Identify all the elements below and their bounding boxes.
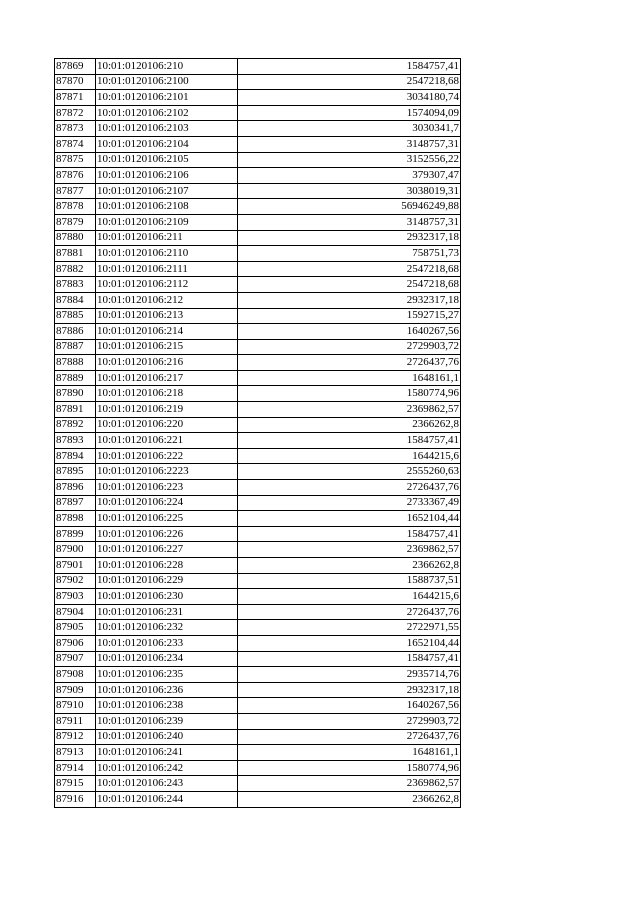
cadastral-number-cell: 10:01:0120106:226 bbox=[96, 526, 238, 542]
cadastral-number-cell: 10:01:0120106:2112 bbox=[96, 277, 238, 293]
value-cell: 1584757,41 bbox=[238, 651, 461, 667]
value-cell: 2722971,55 bbox=[238, 620, 461, 636]
value-cell: 1644215,6 bbox=[238, 448, 461, 464]
row-number-cell: 87896 bbox=[55, 480, 96, 496]
table-row bbox=[55, 105, 461, 121]
value-cell: 1648161,1 bbox=[238, 370, 461, 386]
value-cell: 1574094,09 bbox=[238, 105, 461, 121]
cadastral-number-cell: 10:01:0120106:223 bbox=[96, 480, 238, 496]
value-cell: 2726437,76 bbox=[238, 355, 461, 371]
cadastral-number-cell: 10:01:0120106:211 bbox=[96, 230, 238, 246]
row-number-cell: 87909 bbox=[55, 682, 96, 698]
cadastral-number-cell: 10:01:0120106:216 bbox=[96, 355, 238, 371]
row-number-cell: 87873 bbox=[55, 121, 96, 137]
table-row bbox=[55, 542, 461, 558]
row-number-cell: 87894 bbox=[55, 448, 96, 464]
row-number-cell: 87895 bbox=[55, 464, 96, 480]
table-row bbox=[55, 370, 461, 386]
table-row bbox=[55, 168, 461, 184]
table-row bbox=[55, 448, 461, 464]
value-cell: 2369862,57 bbox=[238, 542, 461, 558]
row-number-cell: 87887 bbox=[55, 339, 96, 355]
row-number-cell: 87902 bbox=[55, 573, 96, 589]
value-cell: 1652104,44 bbox=[238, 635, 461, 651]
value-cell: 2366262,8 bbox=[238, 558, 461, 574]
data-table bbox=[54, 58, 461, 808]
value-cell: 3148757,31 bbox=[238, 136, 461, 152]
value-cell: 2729903,72 bbox=[238, 713, 461, 729]
value-cell: 2547218,68 bbox=[238, 74, 461, 90]
value-cell: 1584757,41 bbox=[238, 526, 461, 542]
cadastral-number-cell: 10:01:0120106:2105 bbox=[96, 152, 238, 168]
row-number-cell: 87870 bbox=[55, 74, 96, 90]
table-row bbox=[55, 308, 461, 324]
cadastral-number-cell: 10:01:0120106:2107 bbox=[96, 183, 238, 199]
table-row bbox=[55, 729, 461, 745]
row-number-cell: 87912 bbox=[55, 729, 96, 745]
table-row bbox=[55, 152, 461, 168]
row-number-cell: 87916 bbox=[55, 791, 96, 807]
value-cell: 1580774,96 bbox=[238, 760, 461, 776]
cadastral-number-cell: 10:01:0120106:229 bbox=[96, 573, 238, 589]
table-row bbox=[55, 682, 461, 698]
cadastral-number-cell: 10:01:0120106:235 bbox=[96, 667, 238, 683]
cadastral-number-cell: 10:01:0120106:222 bbox=[96, 448, 238, 464]
value-cell: 1584757,41 bbox=[238, 433, 461, 449]
table-row bbox=[55, 604, 461, 620]
table-row bbox=[55, 324, 461, 340]
value-cell: 2733367,49 bbox=[238, 495, 461, 511]
row-number-cell: 87915 bbox=[55, 776, 96, 792]
table-row bbox=[55, 635, 461, 651]
cadastral-number-cell: 10:01:0120106:239 bbox=[96, 713, 238, 729]
value-cell: 2366262,8 bbox=[238, 791, 461, 807]
table-row bbox=[55, 261, 461, 277]
row-number-cell: 87914 bbox=[55, 760, 96, 776]
cadastral-number-cell: 10:01:0120106:221 bbox=[96, 433, 238, 449]
row-number-cell: 87888 bbox=[55, 355, 96, 371]
row-number-cell: 87907 bbox=[55, 651, 96, 667]
cadastral-number-cell: 10:01:0120106:2109 bbox=[96, 214, 238, 230]
row-number-cell: 87872 bbox=[55, 105, 96, 121]
cadastral-number-cell: 10:01:0120106:236 bbox=[96, 682, 238, 698]
value-cell: 1640267,56 bbox=[238, 324, 461, 340]
table-row bbox=[55, 230, 461, 246]
cadastral-number-cell: 10:01:0120106:217 bbox=[96, 370, 238, 386]
value-cell: 1584757,41 bbox=[238, 59, 461, 75]
cadastral-number-cell: 10:01:0120106:2104 bbox=[96, 136, 238, 152]
cadastral-number-cell: 10:01:0120106:2110 bbox=[96, 246, 238, 262]
row-number-cell: 87905 bbox=[55, 620, 96, 636]
row-number-cell: 87885 bbox=[55, 308, 96, 324]
row-number-cell: 87881 bbox=[55, 246, 96, 262]
row-number-cell: 87889 bbox=[55, 370, 96, 386]
row-number-cell: 87871 bbox=[55, 90, 96, 106]
value-cell: 2935714,76 bbox=[238, 667, 461, 683]
cadastral-number-cell: 10:01:0120106:2223 bbox=[96, 464, 238, 480]
value-cell: 2369862,57 bbox=[238, 402, 461, 418]
table-row bbox=[55, 620, 461, 636]
table-row bbox=[55, 526, 461, 542]
row-number-cell: 87869 bbox=[55, 59, 96, 75]
cadastral-number-cell: 10:01:0120106:232 bbox=[96, 620, 238, 636]
cadastral-number-cell: 10:01:0120106:242 bbox=[96, 760, 238, 776]
table-row bbox=[55, 355, 461, 371]
row-number-cell: 87906 bbox=[55, 635, 96, 651]
table-row bbox=[55, 136, 461, 152]
cadastral-number-cell: 10:01:0120106:219 bbox=[96, 402, 238, 418]
row-number-cell: 87874 bbox=[55, 136, 96, 152]
table-row bbox=[55, 246, 461, 262]
table-row bbox=[55, 791, 461, 807]
cadastral-number-cell: 10:01:0120106:220 bbox=[96, 417, 238, 433]
row-number-cell: 87880 bbox=[55, 230, 96, 246]
table-row bbox=[55, 183, 461, 199]
cadastral-number-cell: 10:01:0120106:2106 bbox=[96, 168, 238, 184]
value-cell: 3148757,31 bbox=[238, 214, 461, 230]
row-number-cell: 87876 bbox=[55, 168, 96, 184]
cadastral-number-cell: 10:01:0120106:231 bbox=[96, 604, 238, 620]
row-number-cell: 87913 bbox=[55, 745, 96, 761]
value-cell: 3038019,31 bbox=[238, 183, 461, 199]
table-row bbox=[55, 698, 461, 714]
row-number-cell: 87892 bbox=[55, 417, 96, 433]
cadastral-number-cell: 10:01:0120106:2100 bbox=[96, 74, 238, 90]
table-row bbox=[55, 667, 461, 683]
value-cell: 2555260,63 bbox=[238, 464, 461, 480]
value-cell: 2726437,76 bbox=[238, 604, 461, 620]
cadastral-number-cell: 10:01:0120106:210 bbox=[96, 59, 238, 75]
table-row bbox=[55, 292, 461, 308]
value-cell: 1644215,6 bbox=[238, 589, 461, 605]
row-number-cell: 87877 bbox=[55, 183, 96, 199]
row-number-cell: 87911 bbox=[55, 713, 96, 729]
row-number-cell: 87900 bbox=[55, 542, 96, 558]
value-cell: 56946249,88 bbox=[238, 199, 461, 215]
table-row bbox=[55, 745, 461, 761]
value-cell: 2932317,18 bbox=[238, 292, 461, 308]
cadastral-number-cell: 10:01:0120106:2102 bbox=[96, 105, 238, 121]
cadastral-number-cell: 10:01:0120106:224 bbox=[96, 495, 238, 511]
cadastral-number-cell: 10:01:0120106:228 bbox=[96, 558, 238, 574]
table-row bbox=[55, 121, 461, 137]
row-number-cell: 87904 bbox=[55, 604, 96, 620]
row-number-cell: 87903 bbox=[55, 589, 96, 605]
value-cell: 1640267,56 bbox=[238, 698, 461, 714]
row-number-cell: 87875 bbox=[55, 152, 96, 168]
value-cell: 2369862,57 bbox=[238, 776, 461, 792]
table-row bbox=[55, 417, 461, 433]
row-number-cell: 87883 bbox=[55, 277, 96, 293]
table-row bbox=[55, 433, 461, 449]
value-cell: 3030341,7 bbox=[238, 121, 461, 137]
cadastral-number-cell: 10:01:0120106:230 bbox=[96, 589, 238, 605]
cadastral-number-cell: 10:01:0120106:215 bbox=[96, 339, 238, 355]
value-cell: 1592715,27 bbox=[238, 308, 461, 324]
table-row bbox=[55, 558, 461, 574]
table-row bbox=[55, 386, 461, 402]
row-number-cell: 87882 bbox=[55, 261, 96, 277]
cadastral-number-cell: 10:01:0120106:243 bbox=[96, 776, 238, 792]
row-number-cell: 87878 bbox=[55, 199, 96, 215]
row-number-cell: 87886 bbox=[55, 324, 96, 340]
value-cell: 2547218,68 bbox=[238, 277, 461, 293]
cadastral-number-cell: 10:01:0120106:218 bbox=[96, 386, 238, 402]
value-cell: 1652104,44 bbox=[238, 511, 461, 527]
table-row bbox=[55, 74, 461, 90]
cadastral-number-cell: 10:01:0120106:2111 bbox=[96, 261, 238, 277]
table-row bbox=[55, 589, 461, 605]
value-cell: 1648161,1 bbox=[238, 745, 461, 761]
row-number-cell: 87897 bbox=[55, 495, 96, 511]
table-row bbox=[55, 339, 461, 355]
cadastral-number-cell: 10:01:0120106:2101 bbox=[96, 90, 238, 106]
table-row bbox=[55, 214, 461, 230]
cadastral-number-cell: 10:01:0120106:212 bbox=[96, 292, 238, 308]
table-row bbox=[55, 511, 461, 527]
table-row bbox=[55, 277, 461, 293]
table-row bbox=[55, 713, 461, 729]
table-row bbox=[55, 464, 461, 480]
cadastral-number-cell: 10:01:0120106:227 bbox=[96, 542, 238, 558]
row-number-cell: 87901 bbox=[55, 558, 96, 574]
cadastral-number-cell: 10:01:0120106:244 bbox=[96, 791, 238, 807]
row-number-cell: 87879 bbox=[55, 214, 96, 230]
row-number-cell: 87890 bbox=[55, 386, 96, 402]
value-cell: 2547218,68 bbox=[238, 261, 461, 277]
value-cell: 2932317,18 bbox=[238, 682, 461, 698]
row-number-cell: 87899 bbox=[55, 526, 96, 542]
value-cell: 2932317,18 bbox=[238, 230, 461, 246]
cadastral-number-cell: 10:01:0120106:213 bbox=[96, 308, 238, 324]
table-row bbox=[55, 776, 461, 792]
value-cell: 2726437,76 bbox=[238, 729, 461, 745]
table-row bbox=[55, 760, 461, 776]
value-cell: 1580774,96 bbox=[238, 386, 461, 402]
cadastral-number-cell: 10:01:0120106:233 bbox=[96, 635, 238, 651]
table-row bbox=[55, 90, 461, 106]
row-number-cell: 87884 bbox=[55, 292, 96, 308]
value-cell: 2366262,8 bbox=[238, 417, 461, 433]
table-row bbox=[55, 59, 461, 75]
row-number-cell: 87898 bbox=[55, 511, 96, 527]
cadastral-number-cell: 10:01:0120106:241 bbox=[96, 745, 238, 761]
cadastral-number-cell: 10:01:0120106:238 bbox=[96, 698, 238, 714]
table-row bbox=[55, 480, 461, 496]
table-row bbox=[55, 573, 461, 589]
row-number-cell: 87891 bbox=[55, 402, 96, 418]
table-row bbox=[55, 651, 461, 667]
value-cell: 2729903,72 bbox=[238, 339, 461, 355]
value-cell: 2726437,76 bbox=[238, 480, 461, 496]
table-row bbox=[55, 495, 461, 511]
cadastral-number-cell: 10:01:0120106:240 bbox=[96, 729, 238, 745]
cadastral-number-cell: 10:01:0120106:234 bbox=[96, 651, 238, 667]
value-cell: 379307,47 bbox=[238, 168, 461, 184]
row-number-cell: 87893 bbox=[55, 433, 96, 449]
table-row bbox=[55, 402, 461, 418]
cadastral-number-cell: 10:01:0120106:2108 bbox=[96, 199, 238, 215]
cadastral-number-cell: 10:01:0120106:2103 bbox=[96, 121, 238, 137]
row-number-cell: 87908 bbox=[55, 667, 96, 683]
table-body bbox=[55, 59, 461, 808]
value-cell: 758751,73 bbox=[238, 246, 461, 262]
cadastral-number-cell: 10:01:0120106:214 bbox=[96, 324, 238, 340]
cadastral-number-cell: 10:01:0120106:225 bbox=[96, 511, 238, 527]
value-cell: 3152556,22 bbox=[238, 152, 461, 168]
value-cell: 3034180,74 bbox=[238, 90, 461, 106]
row-number-cell: 87910 bbox=[55, 698, 96, 714]
value-cell: 1588737,51 bbox=[238, 573, 461, 589]
table-row bbox=[55, 199, 461, 215]
